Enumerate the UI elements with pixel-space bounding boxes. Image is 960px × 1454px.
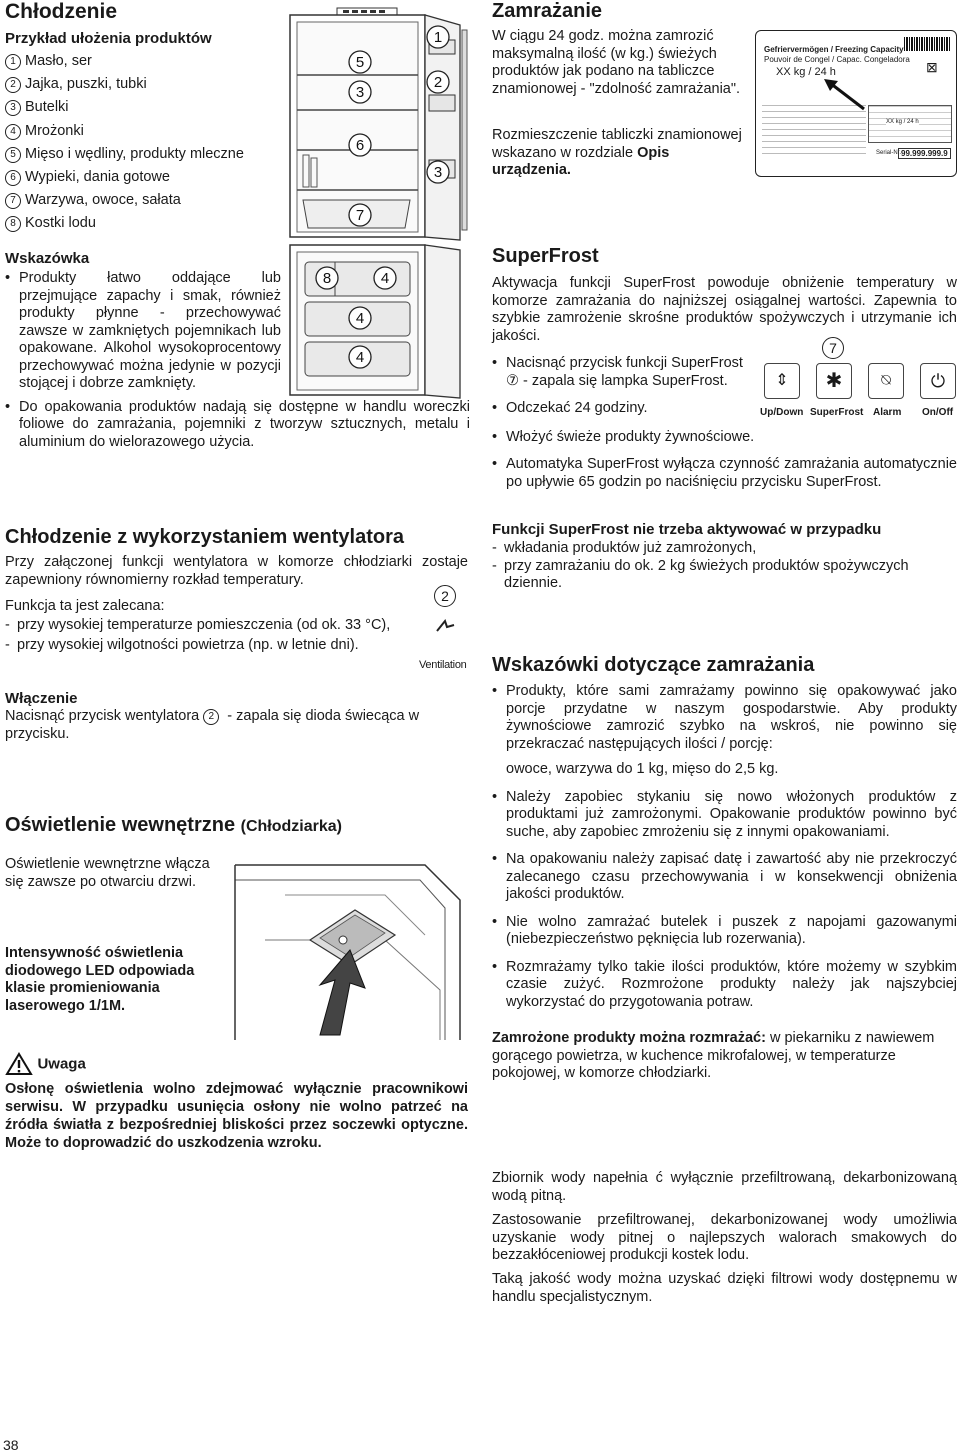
water-para-1: Zbiornik wody napełnia ć wyłącznie przefiltrowaną, dekarbonizowaną wodą pitną. <box>492 1170 957 1204</box>
product-number: 6 <box>5 170 21 186</box>
tips-list <box>492 683 957 1021</box>
water-para-3: Taką jakość wody można uzyskać dzięki filtrowi wody dostępnemu w handlu specjalistycznym. <box>492 1271 957 1305</box>
label-freezer-4b: 4 <box>355 310 365 327</box>
plate-header-2: Pouvoir de Congel / Capac. Congeladora <box>764 55 910 64</box>
superfrost-step: • Włożyć świeże produkty żywnościowe. <box>492 429 957 447</box>
product-label: Masło, ser <box>25 53 92 69</box>
tips-amounts: owoce, warzywa do 1 kg, mięso do 2,5 kg. <box>506 761 779 777</box>
warning-text: Osłonę oświetlenia wolno zdejmować wyłącznie pracownikowi serwisu. W przypadku usunięcia osłony nie wolno patrzeć na źródła światła z bezpośredniej bliskości przez soczewki optyczne. Może to doprowadzić do uszkodzenia wzroku. <box>5 1081 468 1151</box>
ventilation-number: 2 <box>434 585 456 607</box>
fan-title: Chłodzenie z wykorzystaniem wentylatora <box>5 526 404 548</box>
label-door-3: 3 <box>433 164 443 181</box>
product-number: 2 <box>5 77 21 93</box>
label-door-2: 2 <box>433 74 443 91</box>
product-label: Mięso i wędliny, produkty mleczne <box>25 145 244 162</box>
product-number: 1 <box>5 54 21 70</box>
light-led-text: Intensywność oświetlenia diodowego LED odpowiada klasie promieniowania laserowego 1/1M. <box>5 945 195 1014</box>
product-item <box>5 169 285 192</box>
plate-capacity-small: XX kg / 24 h <box>886 119 919 125</box>
product-item <box>5 192 285 215</box>
superfrost-label: SuperFrost <box>810 407 864 418</box>
on-off-button[interactable]: ⏻ <box>920 363 956 399</box>
product-label: Warzywa, owoce, sałata <box>25 192 181 209</box>
fan-icon <box>431 611 459 639</box>
tips-bullet: • Rozmrażamy tylko takie ilości produktów, które możemy w szybkim czasie zużyć. Rozmrożone produkty należy jak najszybciej wykorzystać do przygotowania potraw. <box>492 959 957 1012</box>
product-label: Mrożonki <box>25 122 84 139</box>
label-door-1: 1 <box>433 29 443 46</box>
on-off-label: On/Off <box>922 407 954 418</box>
plate-capacity: XX kg / 24 h <box>776 66 836 78</box>
light-title-main: Oświetlenie wewnętrzne <box>5 814 236 836</box>
superfrost-step: • Nacisnąć przycisk funkcji SuperFrost ⑦ - zapala się lampka SuperFrost. <box>492 355 746 390</box>
product-list <box>5 53 285 239</box>
warning-header <box>5 1052 86 1076</box>
serial-number: 99.999.999.9 <box>898 148 951 159</box>
tip-title: Wskazówka <box>5 250 90 267</box>
freeze-plate-a: Rozmieszczenie tabliczki znamionowej wskazano w rozdziale <box>492 127 742 161</box>
alarm-label: Alarm <box>873 407 902 418</box>
label-ice-8: 8 <box>322 270 332 287</box>
serial-label: Serial-Nr. <box>876 150 902 156</box>
fan-on-number: 2 <box>203 709 219 725</box>
barcode <box>904 37 950 51</box>
alarm-button[interactable]: ⍉ <box>868 363 904 399</box>
label-shelf-3: 3 <box>355 84 365 101</box>
fan-recommended: Funkcja ta jest zalecana: <box>5 598 165 614</box>
bin-icon: ⊠ <box>926 59 938 75</box>
product-item <box>5 76 285 99</box>
label-shelf-5: 5 <box>355 54 365 71</box>
water-para-2: Zastosowanie przefiltrowanej, dekarbonizowanej wody umożliwia uzyskanie wody pitnej o najlepszych walorach smakowych do bezzakłóceniowej produkcji kostek lodu. <box>492 1212 957 1263</box>
tips-bullet: • Nie wolno zamrażać butelek i puszek z napojami gazowanymi (niebezpieczeństwo pęknięcia lub rozerwania). <box>492 914 957 949</box>
plate-header: Gefriervermögen / Freezing Capacity <box>764 45 904 54</box>
product-number: 8 <box>5 216 21 232</box>
light-title-sub: (Chłodziarka) <box>240 818 342 835</box>
tips-bullet: • Należy zapobiec stykaniu się nowo włożonych produktów z produktami już zamrożonymi. Opakowanie produktów powinno być suche, aby zapobiec zmrożeniu się z innymi opakowaniami. <box>492 789 957 842</box>
fan-on-text-b: - zapala się dioda świecąca w przycisku. <box>5 708 420 742</box>
no-need-item: - wkładania produktów już zamrożonych, <box>492 540 957 558</box>
product-item <box>5 123 285 146</box>
product-item <box>5 215 285 238</box>
thaw-text <box>492 1030 957 1083</box>
freeze-plate-b: Opis urządzenia. <box>492 144 670 178</box>
product-item <box>5 53 285 76</box>
thaw-bold: Zamrożone produkty można rozmrażać: <box>492 1030 766 1046</box>
section-title-cooling: Chłodzenie <box>5 0 118 23</box>
product-number: 7 <box>5 193 21 209</box>
no-need-list <box>492 540 957 593</box>
product-label: Jajka, puszki, tubki <box>25 76 147 93</box>
ventilation-button[interactable] <box>419 585 470 675</box>
fan-on-text-a: Nacisnąć przycisk wentylatora <box>5 708 200 724</box>
label-freezer-4c: 4 <box>355 349 365 366</box>
warning-title: Uwaga <box>37 1055 86 1073</box>
product-label: Butelki <box>25 99 69 116</box>
light-title <box>5 814 342 837</box>
fan-conditions <box>5 617 410 654</box>
product-number: 5 <box>5 147 21 163</box>
fan-condition: - przy wysokiej temperaturze pomieszczenia (od ok. 33 °C), <box>5 617 410 635</box>
superfrost-title: SuperFrost <box>492 245 599 267</box>
tips-bullet: • Produkty, które sami zamrażamy powinno się opakowywać jako porcje przydatne w naszym gospodarstwie. Aby produkty żywnościowe zamrozić szybko na wskroś, nie powinno się przekraczać następujących ilości / porcję: <box>492 683 957 753</box>
fan-on-text <box>5 708 468 743</box>
superfrost-intro: Aktywacja funkcji SuperFrost powoduje obniżenie temperatury w komorze zamrażania do najniższej osiągalnej wartości. Zapewnia to szybkie zamrożenie skrośne produktów spożywczych i utrzymanie ich jakości. <box>492 275 957 344</box>
up-down-button[interactable]: ⇕ <box>764 363 800 399</box>
fan-on-title: Włączenie <box>5 690 78 707</box>
rating-plate <box>755 30 957 177</box>
ventilation-label: Ventilation <box>419 659 467 671</box>
warning-icon <box>5 1052 33 1076</box>
up-down-label: Up/Down <box>760 407 804 418</box>
superfrost-step: • Automatyka SuperFrost wyłącza czynność zamrażania automatycznie po upływie 65 godzin po naciśnięciu przycisku SuperFrost. <box>492 456 957 491</box>
panel-number: 7 <box>822 337 844 359</box>
label-shelf-6: 6 <box>355 137 365 154</box>
product-number: 3 <box>5 100 21 116</box>
example-title: Przykład ułożenia produktów <box>5 30 212 47</box>
no-need-title: Funkcji SuperFrost nie trzeba aktywować w przypadku <box>492 521 882 538</box>
page-number: 38 <box>3 1437 19 1453</box>
plate-arrow <box>816 75 876 115</box>
freeze-title: Zamrażanie <box>492 0 603 22</box>
label-crisper-7: 7 <box>355 207 365 224</box>
superfrost-button[interactable]: ✱ <box>816 363 852 399</box>
tip-bullet: • Do opakowania produktów nadają się dostępne w handlu woreczki foliowe do zamrażania, pojemniki z tworzyw sztucznych, metalu i aluminium do wielorazowego użycia. <box>5 399 470 452</box>
product-item <box>5 99 285 122</box>
thaw-methods: w piekarniku z nawiewem gorącego powietrza, w kuchence mikrofalowej, w temperaturze pokojowej, w komorze chłodziarki. <box>492 1030 935 1081</box>
product-label: Wypieki, dania gotowe <box>25 168 170 185</box>
label-freezer-4a: 4 <box>380 270 390 287</box>
product-label: Kostki lodu <box>25 215 96 232</box>
fan-condition: - przy wysokiej wilgotności powietrza (np. w letnie dni). <box>5 637 410 655</box>
light-text: Oświetlenie wewnętrzne włącza się zawsze po otwarciu drzwi. <box>5 856 210 890</box>
product-item <box>5 146 285 169</box>
tips-title: Wskazówki dotyczące zamrażania <box>492 654 815 676</box>
fridge-layout-diagram <box>285 0 480 470</box>
freeze-text: W ciągu 24 godz. można zamrozić maksymalną ilość (w kg.) świeżych produktów jak podano na tabliczce znamionowej - "zdolność zamrażania". <box>492 28 741 97</box>
tip-bullet: • Produkty łatwo oddające lub przejmujące zapachy i smak, również produkty płynne - przechowywać zawsze w zamkniętych pojemnikach lub opakowane. Alkohol wysokoprocentowy przechowywać można jedynie w pozycji stojącej i dobrze zamknięty. <box>5 270 281 393</box>
superfrost-step: • Odczekać 24 godziny. <box>492 400 957 418</box>
no-need-item: - przy zamrażaniu do ok. 2 kg świeżych produktów spożywczych dziennie. <box>492 558 957 593</box>
product-number: 4 <box>5 124 21 140</box>
freeze-plate-text <box>492 127 744 180</box>
tips-bullet: • Na opakowaniu należy zapisać datę i zawartość aby nie przekroczyć zalecanego czasu przechowywania i w konsekwencji obniżenia jakości produktów. <box>492 851 957 904</box>
interior-light-diagram <box>225 840 470 1040</box>
fan-intro: Przy załączonej funkcji wentylatora w komorze chłodziarki zostaje zapewniony równomierny rozkład temperatury. <box>5 554 468 588</box>
control-panel <box>760 335 960 425</box>
